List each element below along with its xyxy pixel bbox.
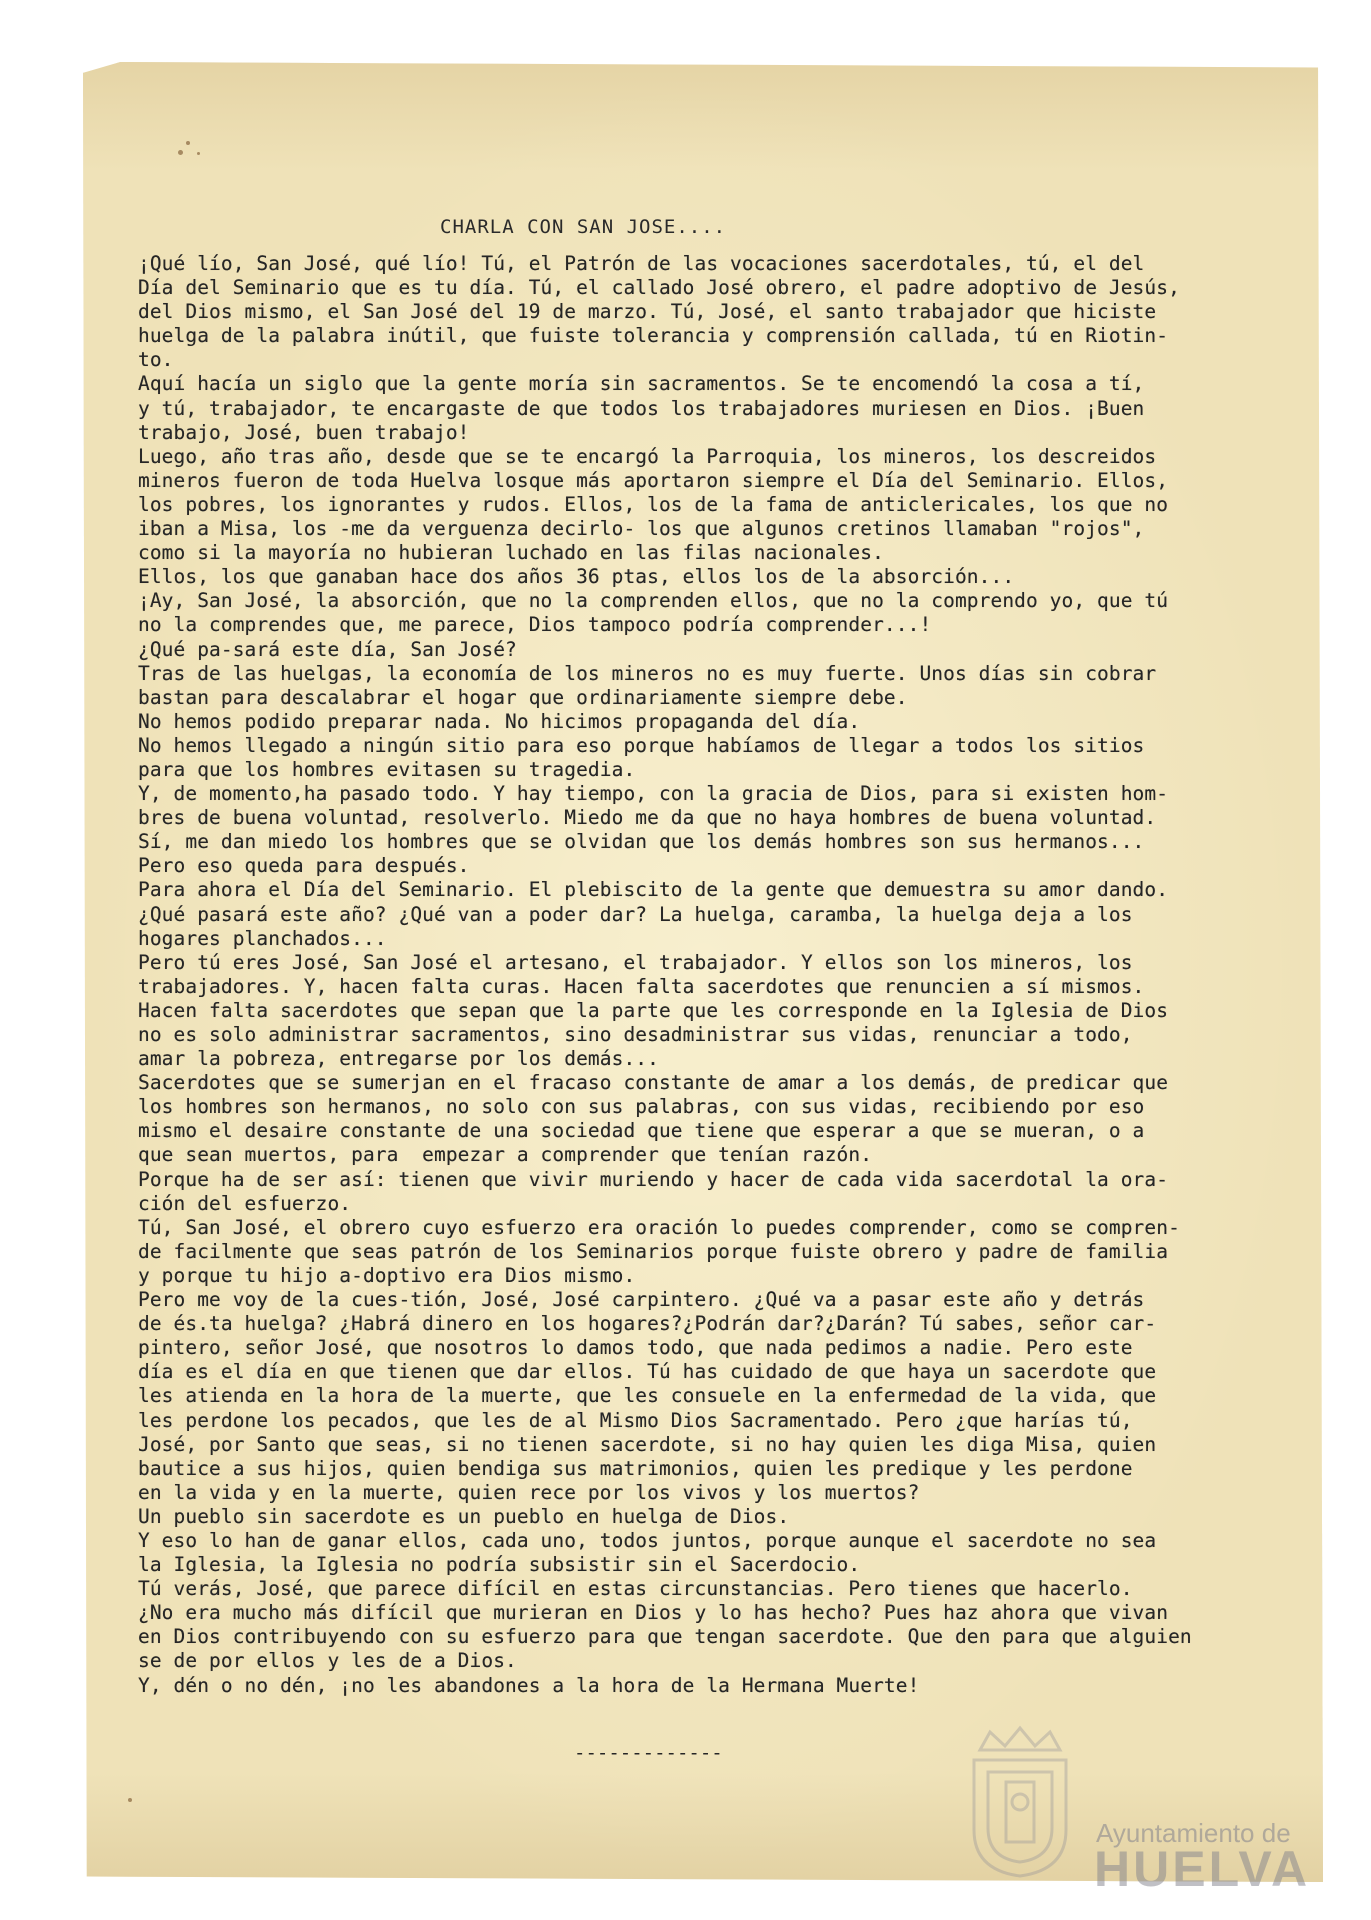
ink-spot [128,1798,132,1802]
text-line: iban a Misa, los -me da verguenza decirlo- los que algunos cretinos llamaban "rojos", [138,517,1145,541]
text-line: hogares planchados... [138,926,387,950]
watermark-huelva: HUELVA [1094,1841,1311,1897]
text-line: Sacerdotes que se sumerjan en el fracaso constante de amar a los demás, de predicar que [138,1071,1169,1095]
text-line: Pero me voy de la cues-tión, José, José carpintero. ¿Qué va a pasar este año y detrás [138,1288,1145,1312]
text-line: Sí, me dan miedo los hombres que se olvidan que los demás hombres son sus hermanos... [138,830,1145,854]
ink-spot [178,150,183,155]
text-line: Un pueblo sin sacerdote es un pueblo en huelga de Dios. [138,1504,790,1528]
text-line: en la vida y en la muerte, quien rece por los vivos y los muertos? [138,1480,920,1504]
text-line: para que los hombres evitasen su tragedia. [138,757,636,781]
coat-of-arms-watermark-icon [960,1720,1080,1880]
text-line: mineros fueron de toda Huelva losque más aportaron siempre el Día del Seminario. Ellos, [138,468,1169,492]
text-line: No hemos podido preparar nada. No hicimos propaganda del día. [138,709,861,733]
text-line: José, por Santo que seas, si no tienen sacerdote, si no hay quien les diga Misa, quien [138,1432,1157,1456]
text-line: bres de buena voluntad, resolverlo. Miedo me da que no haya hombres de buena voluntad. [138,806,1157,830]
text-line: ¿No era mucho más difícil que murieran en Dios y lo has hecho? Pues haz ahora que vivan [138,1601,1169,1625]
text-line: to. [138,348,174,372]
text-line: de facilmente que seas patrón de los Seminarios porque fuiste obrero y padre de familia [138,1239,1169,1263]
ink-spot [197,152,200,155]
text-line: Tú, San José, el obrero cuyo esfuerzo era oración lo puedes comprender, como se compren- [138,1215,1180,1239]
text-line: Para ahora el Día del Seminario. El plebiscito de la gente que demuestra su amor dando. [138,878,1169,902]
text-line: Porque ha de ser así: tienen que vivir muriendo y hacer de cada vida sacerdotal la ora- [138,1167,1169,1191]
text-line: los pobres, los ignorantes y rudos. Ellos, los de la fama de anticlericales, los que no [138,492,1169,516]
text-line: bautice a sus hijos, quien bendiga sus matrimonios, quien les predique y les perdone [138,1456,1133,1480]
text-line: bastan para descalabrar el hogar que ordinariamente siempre debe. [138,685,908,709]
text-line: se de por ellos y les de a Dios. [138,1649,517,1673]
text-line: Y eso lo han de ganar ellos, cada uno, todos juntos, porque aunque el sacerdote no sea [138,1528,1157,1552]
text-line: la Iglesia, la Iglesia no podría subsistir sin el Sacerdocio. [138,1553,861,1577]
text-line: Luego, año tras año, desde que se te encargó la Parroquia, los mineros, los descreidos [138,444,1157,468]
text-line: les atienda en la hora de la muerte, que les consuele en la enfermedad de la vida, que [138,1384,1157,1408]
text-line: Pero eso queda para después. [138,854,470,878]
text-line: de és.ta huelga? ¿Habrá dinero en los hogares?¿Podrán dar?¿Darán? Tú sabes, señor car- [138,1312,1157,1336]
text-line: mismo el desaire constante de una sociedad que tiene que esperar a que se mueran, o a [138,1119,1145,1143]
text-line: Y, dén o no dén, ¡no les abandones a la hora de la Hermana Muerte! [138,1673,920,1697]
text-line: trabajo, José, buen trabajo! [138,420,470,444]
text-line: Aquí hacía un siglo que la gente moría sin sacramentos. Se te encomendó la cosa a tí, [138,372,1145,396]
text-line: día es el día en que tienen que dar ellos. Tú has cuidado de que haya un sacerdote que [138,1360,1157,1384]
text-line: ¿Qué pa-sará este día, San José? [138,637,517,661]
text-line: como si la mayoría no hubieran luchado en las filas nacionales. [138,541,884,565]
text-line: los hombres son hermanos, no solo con sus palabras, con sus vidas, recibiendo por eso [138,1095,1145,1119]
text-line: ¡Ay, San José, la absorción, que no la comprenden ellos, que no la comprendo yo, que tú [138,589,1169,613]
text-line: trabajadores. Y, hacen falta curas. Hacen falta sacerdotes que renuncien a sí mismos. [138,974,1145,998]
document-body [138,252,1208,1698]
text-line: del Dios mismo, el San José del 19 de marzo. Tú, José, el santo trabajador que hiciste [138,300,1157,324]
text-line: ¿Qué pasará este año? ¿Qué van a poder dar? La huelga, caramba, la huelga deja a los [138,902,1133,926]
text-line: huelga de la palabra inútil, que fuiste tolerancia y comprensión callada, tú en Riotin- [138,324,1169,348]
text-line: que sean muertos, para empezar a comprender que tenían razón. [138,1143,873,1167]
text-line: Y, de momento,ha pasado todo. Y hay tiempo, con la gracia de Dios, para si existen hom- [138,782,1169,806]
text-line: y tú, trabajador, te encargaste de que todos los trabajadores muriesen en Dios. ¡Buen [138,396,1145,420]
end-divider: ------------- [574,1742,723,1764]
paper-fold [1323,662,1353,663]
text-line: pintero, señor José, que nosotros lo damos todo, que nada pedimos a nadie. Pero este [138,1336,1133,1360]
text-line: Día del Seminario que es tu día. Tú, el callado José obrero, el padre adoptivo de Jesús, [138,276,1180,300]
text-line: ¡Qué lío, San José, qué lío! Tú, el Patrón de las vocaciones sacerdotales, tú, el del [138,252,1145,275]
text-line: Ellos, los que ganaban hace dos años 36 ptas, ellos los de la absorción... [138,565,1015,589]
text-line: amar la pobreza, entregarse por los demás... [138,1047,659,1071]
text-line: Pero tú eres José, San José el artesano, el trabajador. Y ellos son los mineros, los [138,950,1133,974]
text-line: ción del esfuerzo. [138,1191,352,1215]
text-line: Hacen falta sacerdotes que sepan que la parte que les corresponde en la Iglesia de Dios [138,998,1169,1022]
document-title: CHARLA CON SAN JOSE.... [440,216,727,238]
watermark-ayuntamiento: Ayuntamiento de [1096,1818,1291,1848]
text-line: y porque tu hijo a-doptivo era Dios mismo. [138,1263,636,1287]
ink-spot [186,141,190,145]
text-line: Tras de las huelgas, la economía de los mineros no es muy fuerte. Unos días sin cobrar [138,661,1157,685]
text-line: no es solo administrar sacramentos, sino desadministrar sus vidas, renunciar a todo, [138,1023,1133,1046]
text-line: les perdone los pecados, que les de al Mismo Dios Sacramentado. Pero ¿que harías tú, [138,1408,1133,1432]
text-line: No hemos llegado a ningún sitio para eso porque habíamos de llegar a todos los sitios [138,733,1145,757]
text-line: Tú verás, José, que parece difícil en estas circunstancias. Pero tienes que hacerlo. [138,1577,1133,1601]
text-line: no la comprendes que, me parece, Dios tampoco podría comprender...! [138,613,932,637]
text-line: en Dios contribuyendo con su esfuerzo para que tengan sacerdote. Que den para que alguien [138,1625,1192,1649]
